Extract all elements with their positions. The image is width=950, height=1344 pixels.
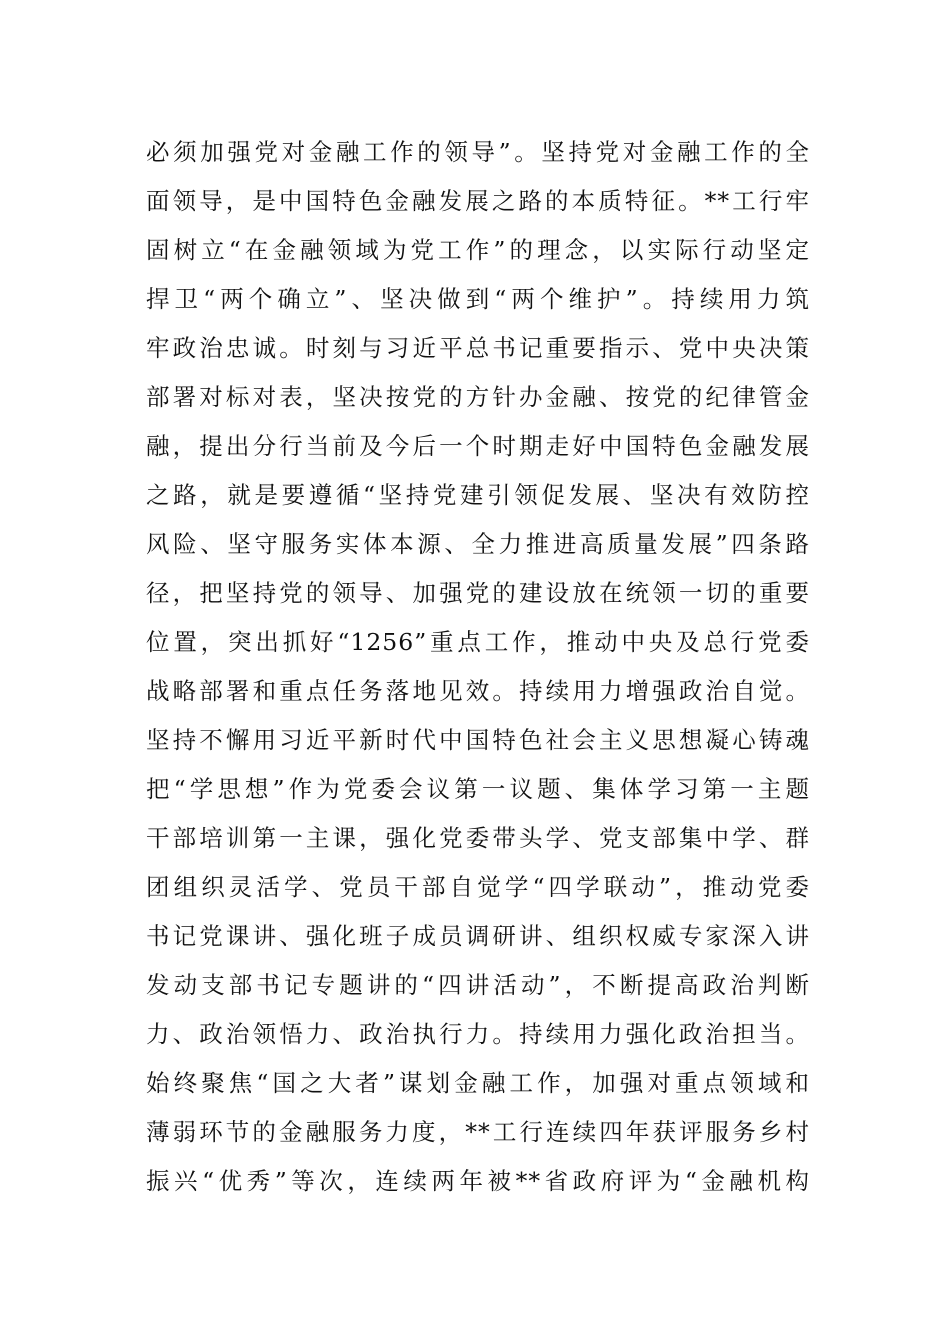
text-line: 风险、坚守服务实体本源、全力推进高质量发展”四条路 [146, 530, 810, 558]
text-line: 径，把坚持党的领导、加强党的建设放在统领一切的重要 [146, 579, 810, 607]
text-line: 融，提出分行当前及今后一个时期走好中国特色金融发展 [146, 432, 810, 460]
text-line: 捍卫“两个确立”、坚决做到“两个维护”。持续用力筑 [146, 285, 810, 313]
text-line: 干部培训第一主课，强化党委带头学、党支部集中学、群 [146, 824, 810, 852]
body-text [146, 128, 810, 1206]
text-line: 薄弱环节的金融服务力度，**工行连续四年获评服务乡村 [146, 1118, 810, 1146]
text-line: 力、政治领悟力、政治执行力。持续用力强化政治担当。 [146, 1020, 810, 1048]
text-line: 发动支部书记专题讲的“四讲活动”，不断提高政治判断 [146, 971, 810, 999]
text-line: 书记党课讲、强化班子成员调研讲、组织权威专家深入讲 [146, 922, 810, 950]
text-line: 之路，就是要遵循“坚持党建引领促发展、坚决有效防控 [146, 481, 810, 509]
text-line: 把“学思想”作为党委会议第一议题、集体学习第一主题 [146, 775, 810, 803]
text-line: 位置，突出抓好“1256”重点工作，推动中央及总行党委 [146, 628, 810, 656]
text-line: 始终聚焦“国之大者”谋划金融工作，加强对重点领域和 [146, 1069, 810, 1097]
text-line: 必须加强党对金融工作的领导”。坚持党对金融工作的全 [146, 138, 810, 166]
text-line: 坚持不懈用习近平新时代中国特色社会主义思想凝心铸魂 [146, 726, 810, 754]
text-line: 团组织灵活学、党员干部自觉学“四学联动”，推动党委 [146, 873, 810, 901]
text-line: 振兴“优秀”等次，连续两年被**省政府评为“金融机构 [146, 1167, 810, 1195]
text-line: 牢政治忠诚。时刻与习近平总书记重要指示、党中央决策 [146, 334, 810, 362]
text-line: 固树立“在金融领域为党工作”的理念，以实际行动坚定 [146, 236, 810, 264]
text-line: 面领导，是中国特色金融发展之路的本质特征。**工行牢 [146, 187, 810, 215]
text-line: 部署对标对表，坚决按党的方针办金融、按党的纪律管金 [146, 383, 810, 411]
text-line: 战略部署和重点任务落地见效。持续用力增强政治自觉。 [146, 677, 810, 705]
